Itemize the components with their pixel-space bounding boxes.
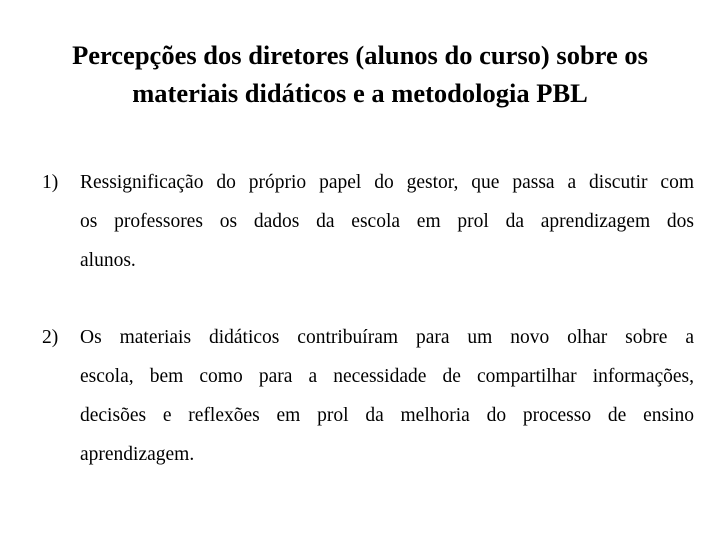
list-item-1: [42, 163, 694, 280]
list-item-text-line: escola, bem como para a necessidade de compartilhar informações,: [80, 366, 694, 387]
list-item-2: [42, 318, 694, 474]
slide-title-line-1: Percepções dos diretores (alunos do curso) sobre os: [72, 40, 648, 70]
list-item-text-line: aprendizagem.: [80, 444, 195, 465]
numbered-list: [42, 163, 694, 474]
list-item-text-line: decisões e reflexões em prol da melhoria do processo de ensino: [80, 405, 694, 426]
list-item-text-line: alunos.: [80, 250, 136, 271]
slide-title: [0, 36, 720, 112]
list-item-text-line: Os materiais didáticos contribuíram para um novo olhar sobre a: [80, 327, 694, 348]
list-item-text-line: Ressignificação do próprio papel do gestor, que passa a discutir com: [80, 172, 694, 193]
slide-title-line-2: materiais didáticos e a metodologia PBL: [132, 78, 588, 108]
list-item-text-line: os professores os dados da escola em prol da aprendizagem dos: [80, 211, 694, 232]
list-item-number: 1): [42, 172, 59, 193]
list-item-number: 2): [42, 327, 59, 348]
